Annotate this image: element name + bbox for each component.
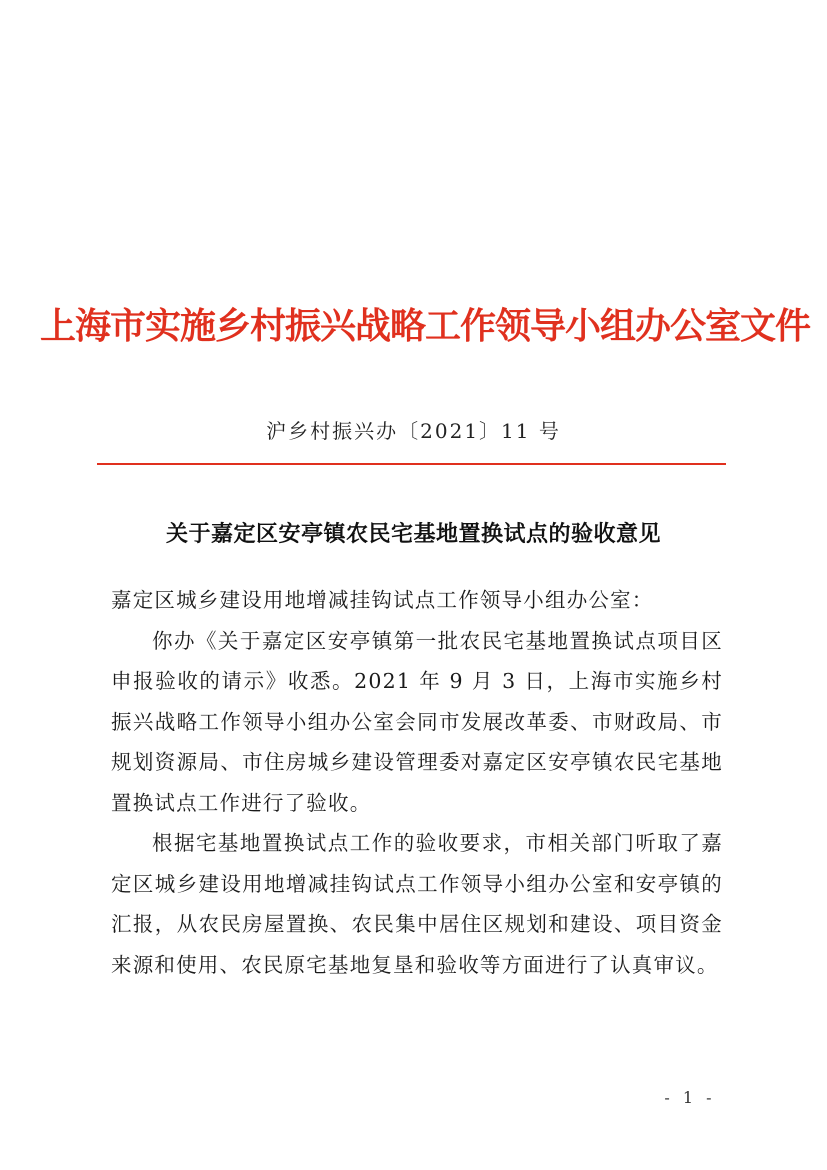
page-number: - 1 - — [664, 1088, 716, 1107]
body-paragraph-2: 根据宅基地置换试点工作的验收要求，市相关部门听取了嘉定区城乡建设用地增减挂钩试点工作领导小组办公室和安亭镇的汇报，从农民房屋置换、农民集中居住区规划和建设、项目资金来源和使用、农民原宅基地复垦和验收等方面进行了认真审议。 — [111, 831, 723, 977]
body-paragraph-1: 你办《关于嘉定区安亭镇第一批农民宅基地置换试点项目区申报验收的请示》收悉。2021 年 9 月 3 日，上海市实施乡村振兴战略工作领导小组办公室会同市发展改革委、市财政局、市规划资源局、市住房城乡建设管理委对嘉定区安亭镇农民宅基地置换试点工作进行了验收。 — [111, 628, 723, 815]
red-header-rule — [97, 463, 726, 465]
issuing-office-title: 上海市实施乡村振兴战略工作领导小组办公室文件 — [40, 305, 811, 347]
document-body — [111, 580, 723, 985]
salutation: 嘉定区城乡建设用地增减挂钩试点工作领导小组办公室： — [111, 588, 654, 612]
document-subject: 关于嘉定区安亭镇农民宅基地置换试点的验收意见 — [165, 521, 661, 547]
document-number: 沪乡村振兴办〔2021〕11 号 — [266, 419, 561, 443]
